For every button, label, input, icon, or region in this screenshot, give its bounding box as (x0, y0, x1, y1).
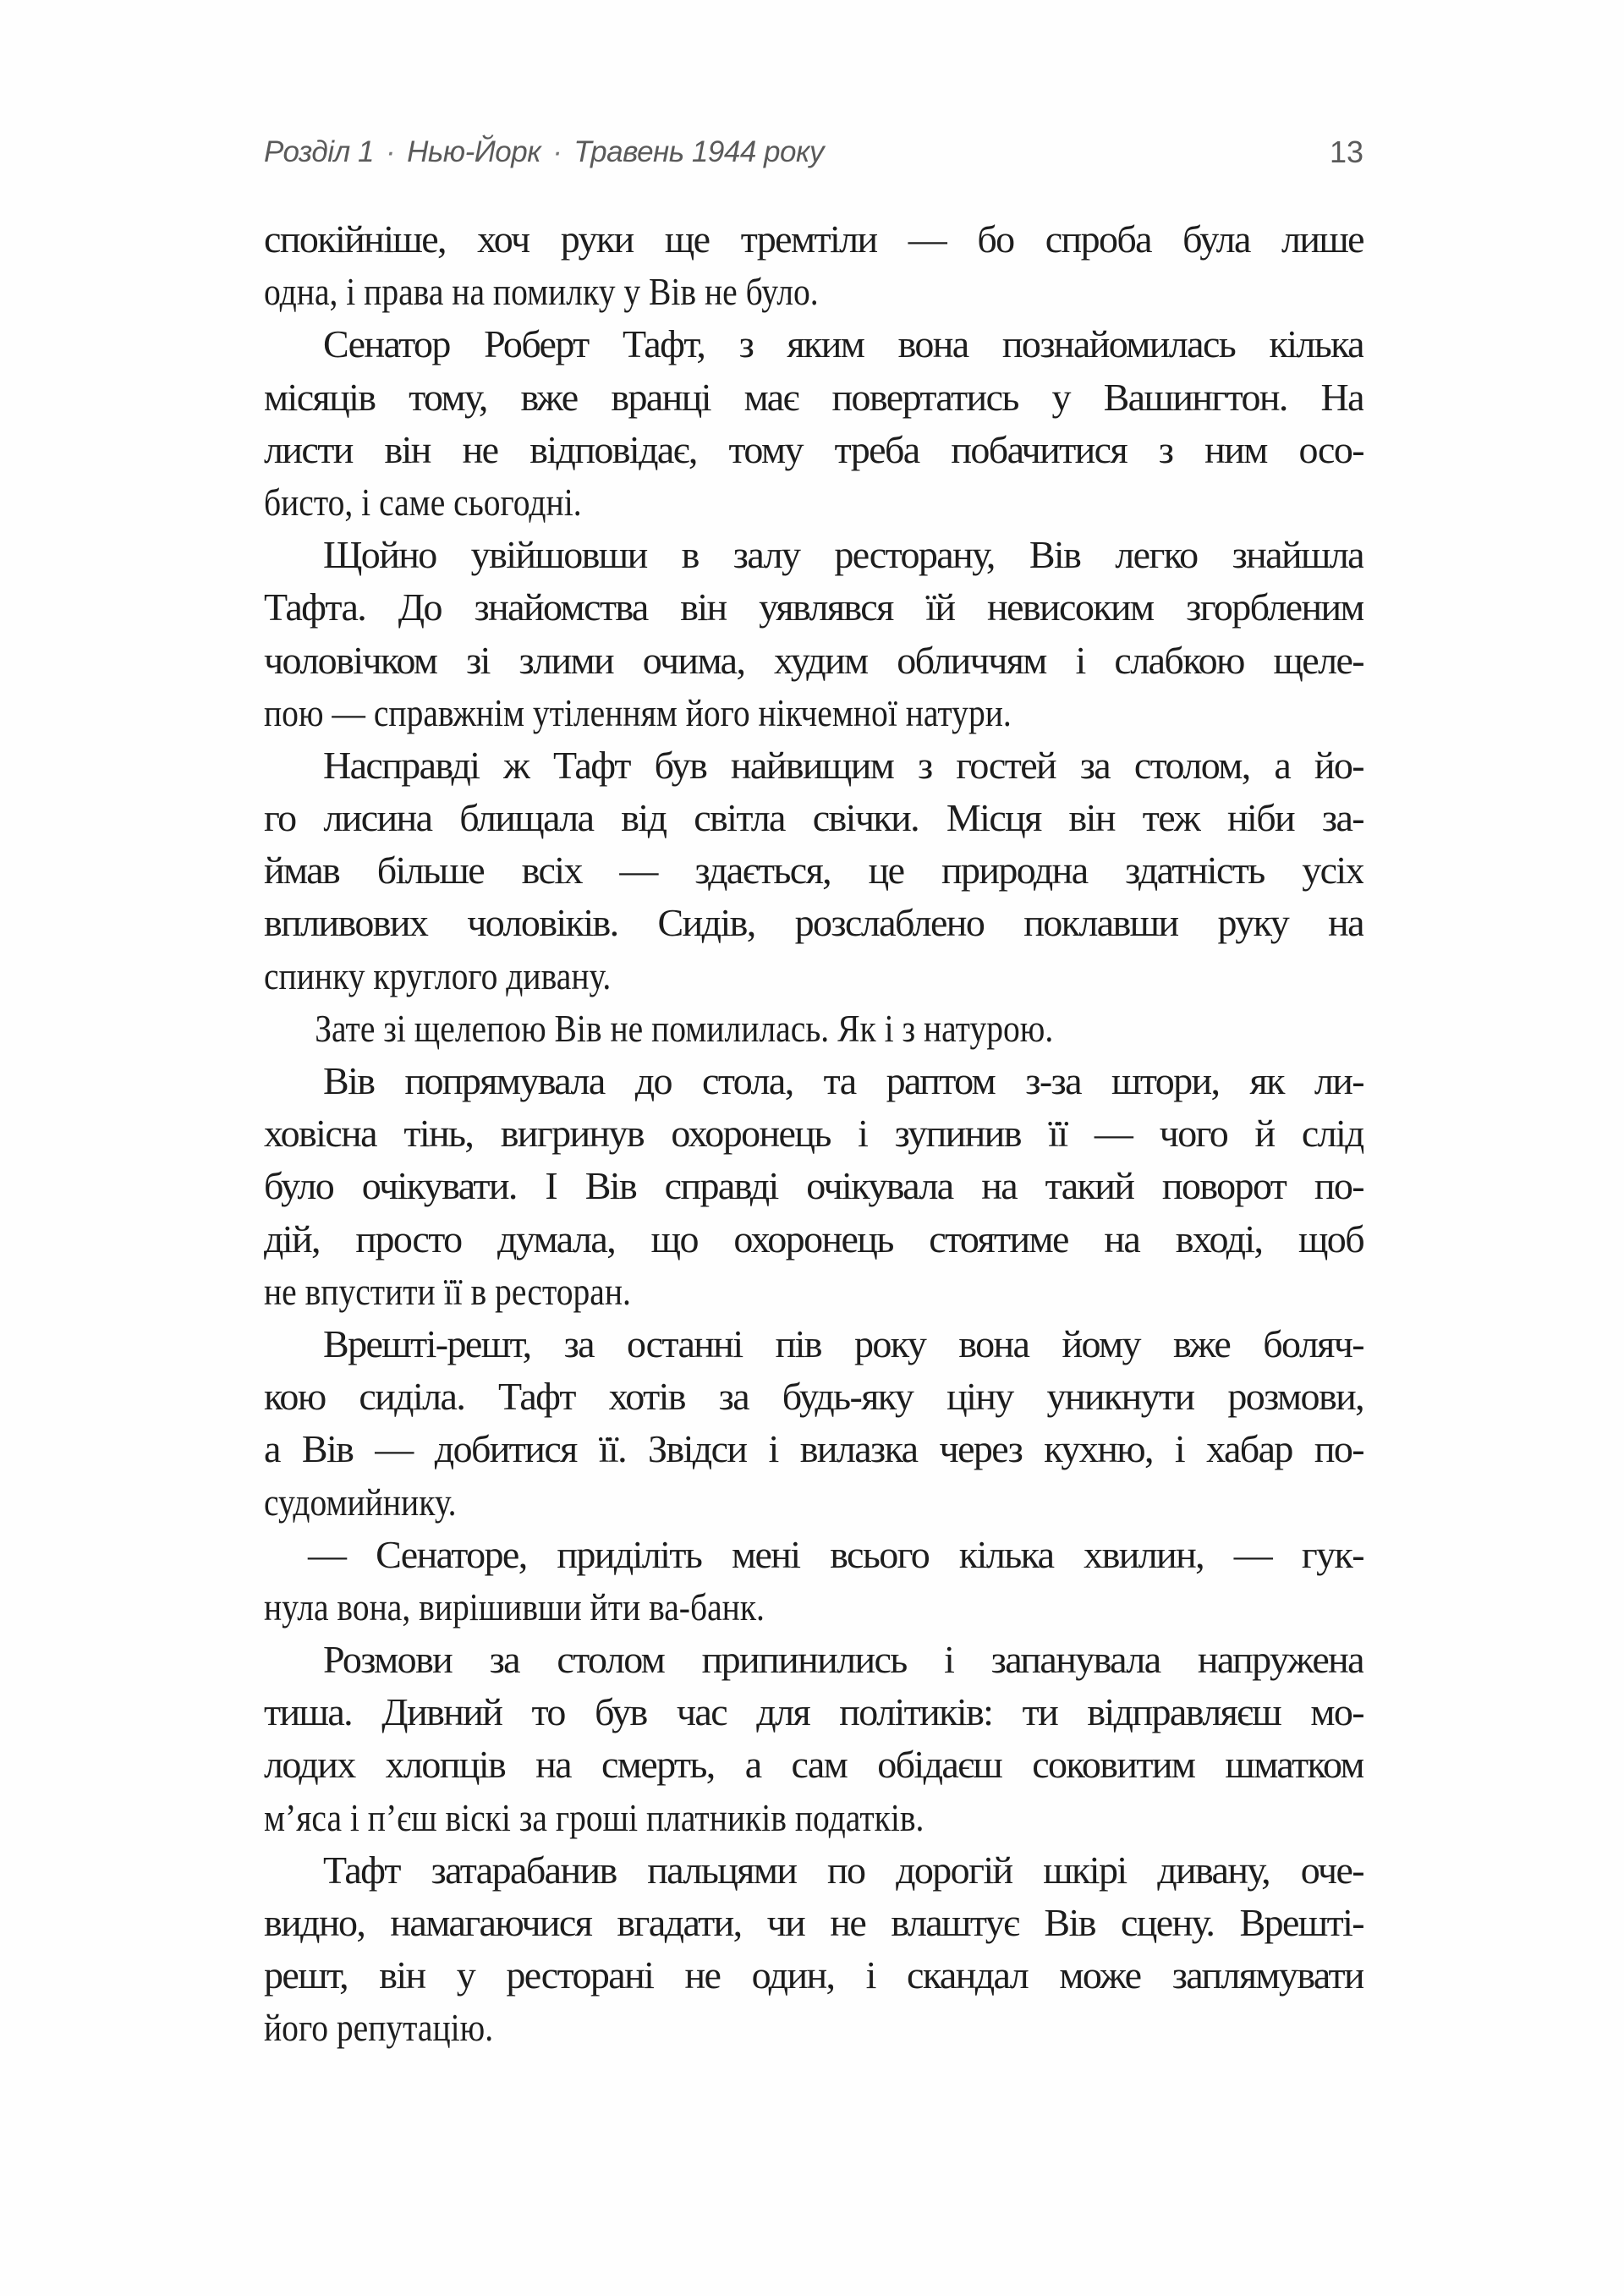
text-line: го лисина блищала від світла свічки. Місця він теж ніби за- (264, 796, 1363, 840)
text-line: чоловічком зі злими очима, худим обличчям і слабкою щеле- (264, 638, 1363, 682)
paragraph-first-line: — Сенаторе, приділіть мені всього кілька хвилин, — гук- (308, 1532, 1363, 1576)
paragraph-first-line: Врешті-решт, за останні пів року вона йому вже боляч- (323, 1321, 1363, 1365)
place-label: Нью-Йорк (407, 135, 541, 168)
text-line: кою сиділа. Тафт хотів за будь-яку ціну уникнути розмови, (264, 1375, 1363, 1419)
text-line: ймав більше всіх — здається, це природна здатність усіх (264, 849, 1363, 893)
text-line: а Вів — добитися її. Звідси і вилазка через кухню, і хабар по- (264, 1427, 1363, 1471)
text-line: решт, він у ресторані не один, і скандал може заплямувати (264, 1953, 1363, 1997)
separator: · (385, 135, 396, 168)
text-line: не впустити її в ресторан. (264, 1269, 631, 1313)
date-label: Травень 1944 року (573, 135, 824, 168)
text-line: дій, просто думала, що охоронець стоятиме на вході, щоб (264, 1217, 1363, 1261)
text-line: його репутацію. (264, 2006, 494, 2050)
chapter-label: Розділ 1 (264, 135, 374, 168)
paragraph-first-line: Зате зі щелепою Вів не помилилась. Як і з натурою. (315, 1006, 1054, 1050)
paragraph-first-line: Насправді ж Тафт був найвищим з гостей за столом, а йо- (323, 743, 1363, 787)
text-line: нула вона, вирішивши йти ва-банк. (264, 1585, 765, 1629)
text-line: бисто, і саме сьогодні. (264, 480, 582, 524)
text-line: видно, намагаючися вгадати, чи не влаштує Вів сцену. Врешті- (264, 1901, 1363, 1944)
text-line: листи він не відповідає, тому треба побачитися з ним осо- (264, 427, 1363, 471)
paragraph-first-line: Розмови за столом припинились і запанувала напружена (323, 1638, 1363, 1682)
text-line: спинку круглого дивану. (264, 953, 612, 997)
paragraph-first-line: Тафт затарабанив пальцями по дорогій шкірі дивану, оче- (323, 1848, 1363, 1892)
text-line: пою — справжнім утіленням його нікчемної натури. (264, 690, 1012, 734)
body-text (264, 213, 1363, 2055)
page-number: 13 (1329, 135, 1363, 169)
paragraph-first-line: Вів попрямувала до стола, та раптом з-за штори, як ли- (323, 1059, 1363, 1102)
text-line: було очікувати. І Вів справді очікувала на такий поворот по- (264, 1164, 1363, 1208)
text-line: спокійніше, хоч руки ще тремтіли — бо спроба була лише (264, 217, 1363, 261)
text-line: тиша. Дивний то був час для політиків: ти відправляєш мо- (264, 1690, 1363, 1734)
text-line: впливових чоловіків. Сидів, розслаблено поклавши руку на (264, 901, 1363, 945)
text-line: судомийнику. (264, 1480, 457, 1524)
text-line: місяців тому, вже вранці має повертатись у Вашингтон. На (264, 375, 1363, 419)
paragraph-first-line: Сенатор Роберт Тафт, з яким вона познайомилась кілька (323, 322, 1363, 366)
separator: · (552, 135, 562, 168)
text-line: лодих хлопців на смерть, а сам обідаєш соковитим шматком (264, 1743, 1363, 1787)
text-line: одна, і права на помилку у Вів не було. (264, 270, 819, 314)
text-line: Тафта. До знайомства він уявлявся їй невисоким згорбленим (264, 585, 1363, 629)
running-head (264, 127, 1363, 178)
text-line: ховісна тінь, вигринув охоронець і зупинив її — чого й слід (264, 1112, 1363, 1156)
paragraph-first-line: Щойно увійшовши в залу ресторану, Вів легко знайшла (323, 533, 1363, 577)
text-line: м’яса і п’єш віскі за гроші платників податків. (264, 1795, 924, 1839)
